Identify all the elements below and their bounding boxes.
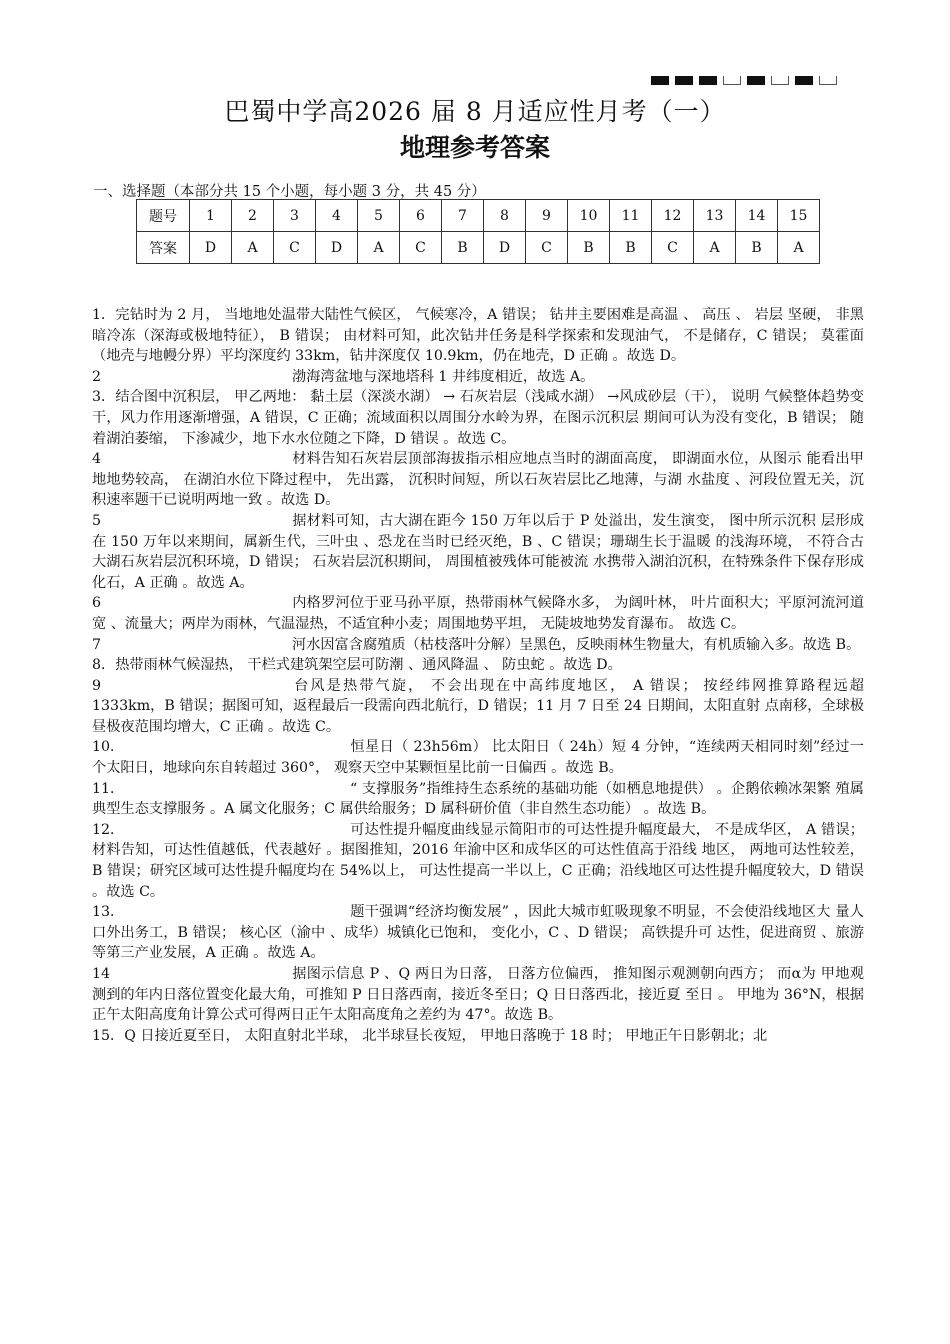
question-number-cell: 1 bbox=[190, 200, 232, 232]
item-text: “ 支撑服务”指维持生态系统的基础功能（如栖息地提供） 。企鹅依赖冰架繁 殖属典型生态支撑服务 。A 属文化服务；C 属供给服务；D 属科研价值（非自然生态功能） 。故选 B。 bbox=[92, 780, 864, 818]
list-item bbox=[92, 367, 864, 388]
question-number-cell: 15 bbox=[778, 200, 820, 232]
answer-cell: A bbox=[358, 232, 400, 264]
question-number-cell: 11 bbox=[610, 200, 652, 232]
item-number: 1． bbox=[92, 307, 116, 323]
question-number-cell: 10 bbox=[568, 200, 610, 232]
item-number: 10． bbox=[92, 739, 125, 756]
item-number: 7 bbox=[92, 636, 102, 653]
question-number-cell: 8 bbox=[484, 200, 526, 232]
list-item bbox=[92, 305, 864, 367]
list-item bbox=[92, 820, 864, 902]
list-item bbox=[92, 635, 864, 656]
item-number: 5 bbox=[92, 512, 102, 529]
list-item bbox=[92, 387, 864, 449]
question-number-cell: 14 bbox=[736, 200, 778, 232]
section-heading: 一、选择题（本部分共 15 个小题，每小题 3 分，共 45 分） bbox=[93, 184, 486, 200]
item-number: 8． bbox=[92, 657, 116, 674]
list-item bbox=[92, 449, 864, 511]
question-number-cell: 12 bbox=[652, 200, 694, 232]
answer-cell: D bbox=[190, 232, 232, 264]
item-text: 内格罗河位于亚马孙平原，热带雨林气候降水多， 为阔叶林， 叶片面积大；平原河流河道宽 、流量大；两岸为雨林，气温湿热，不适宜种小麦；周围地势平坦， 无陡坡地势发育瀑布。 故选 C。 bbox=[92, 595, 864, 632]
item-number: 4 bbox=[92, 451, 102, 468]
item-text: 可达性提升幅度曲线显示简阳市的可达性提升幅度最大， 不是成华区， A 错误；材料告知，可达性值越低，代表越好 。据图推知，2016 年渝中区和成华区的可达性值高于沿线 地区， 两地可达性较差，B 错误；研究区域可达性提升幅度均在 54%以上， 可达性提高一半以上，C 正确；沿线地区可达性提升幅度较大，D 错误 。故选 C。 bbox=[92, 821, 864, 900]
answer-cell: B bbox=[568, 232, 610, 264]
page-subtitle: 地理参考答案 bbox=[399, 133, 550, 162]
item-text: 据图示信息 P 、Q 两日为日落， 日落方位偏西， 推知图示观测朝向西方； 而α为 甲地观测到的年内日落位置变化最大角，可推知 P 日日落西南，接近冬至日；Q 日日落西北，接近夏 至日 。 甲地为 36°N，根据正午太阳高度角计算公式可得两日正午太阳高度角之差约为 47°。故选 B。 bbox=[92, 966, 864, 1024]
item-number: 14 bbox=[92, 966, 111, 982]
item-number: 3． bbox=[92, 389, 116, 406]
list-item bbox=[92, 902, 864, 964]
item-number: 2 bbox=[92, 368, 102, 385]
answer-cell: A bbox=[232, 232, 274, 264]
list-item bbox=[92, 676, 864, 738]
answer-cell: C bbox=[652, 232, 694, 264]
item-text: 完钻时为 2 月， 当地地处温带大陆性气候区， 气候寒冷，A 错误； 钻井主要困难是高温 、 高压 、 岩层 坚硬， 非黑暗冷冻（深海或极地特征）， B 错误； 由材料可知，此次钻井任务是科学探索和发现油气， 不是储存，C 错误； 莫霍面（地壳与地幔分界）平均深度约 33km，钻井深度仅 10.9km，仍在地壳，D 正确 。故选 D。 bbox=[92, 307, 864, 365]
explanations-list bbox=[92, 305, 864, 1046]
item-text: 结合图中沉积层， 甲乙两地： 黏土层（深淡水湖） → 石灰岩层（浅咸水湖） →风成砂层（干）， 说明 气候整体趋势变干，风力作用逐渐增强，A 错误，C 正确；流域面积以周围分水岭为界，在图示沉积层 期间可认为没有变化，B 错误； 随着湖泊萎缩， 下渗减少，地下水水位随之下降，D 错误 。故选 C。 bbox=[92, 389, 864, 447]
question-number-cell: 6 bbox=[400, 200, 442, 232]
answer-table bbox=[136, 199, 820, 264]
table-header-cell: 题号 bbox=[137, 200, 190, 232]
answer-cell: D bbox=[484, 232, 526, 264]
question-number-cell: 5 bbox=[358, 200, 400, 232]
item-number: 11． bbox=[92, 780, 125, 797]
list-item bbox=[92, 779, 864, 820]
item-text: 河水因富含腐殖质（枯枝落叶分解）呈黑色，反映雨林生物量大，有机质输入多。故选 B。 bbox=[292, 636, 861, 653]
answer-cell: D bbox=[316, 232, 358, 264]
barcode-mark bbox=[651, 76, 837, 85]
question-number-cell: 7 bbox=[442, 200, 484, 232]
list-item bbox=[92, 737, 864, 778]
item-number: 9 bbox=[92, 677, 102, 694]
answer-cell: C bbox=[274, 232, 316, 264]
item-text: 渤海湾盆地与深地塔科 1 井纬度相近，故选 A。 bbox=[292, 368, 595, 385]
question-number-cell: 9 bbox=[526, 200, 568, 232]
answer-cell: B bbox=[442, 232, 484, 264]
table-row-answers bbox=[137, 232, 820, 264]
item-text: 恒星日（ 23h56m） 比太阳日（ 24h）短 4 分钟，“连续两天相同时刻”经过一 个太阳日，地球向东自转超过 360°， 观察天空中某颗恒星比前一日偏西 。故选 B。 bbox=[92, 739, 864, 777]
answer-cell: A bbox=[778, 232, 820, 264]
answer-cell: B bbox=[736, 232, 778, 264]
item-number: 6 bbox=[92, 595, 102, 612]
item-text: 台风是热带气旋， 不会出现在中高纬度地区， A 错误； 按经纬网推算路程远超 1333km，B 错误；据图可知，返程最后一段需向西北航行，D 错误；11 月 7 日至 24 日期间，太阳直射 点南移，全球极昼极夜范围均增大，C 正确 。故选 C。 bbox=[92, 677, 864, 735]
answer-cell: C bbox=[526, 232, 568, 264]
table-header-cell: 答案 bbox=[137, 232, 190, 264]
item-text: 题干强调“经济均衡发展” ，因此大城市虹吸现象不明显，不会使沿线地区大 量人口外出务工，B 错误； 核心区（渝中 、成华）城镇化已饱和， 变化小，C 、D 错误； 高铁提升可 达性，促进商贸 、旅游等第三产业发展，A 正确 。故选 A。 bbox=[92, 904, 864, 962]
question-number-cell: 3 bbox=[274, 200, 316, 232]
question-number-cell: 4 bbox=[316, 200, 358, 232]
item-text: 据材料可知，古大湖在距今 150 万年以后于 P 处溢出，发生演变， 图中所示沉积 层形成在 150 万年以来期间，属新生代，三叶虫 、恐龙在当时已经灭绝，B 、C 错误；珊瑚生长于温暖 的浅海环境， 不符合古大湖石灰岩层沉积环境，D 错误； 石灰岩层沉积期间， 周围植被残体可能被流 水携带入湖泊沉积，在特殊条件下保存形成化石，A 正确 。故选 A。 bbox=[92, 512, 864, 591]
answer-cell: B bbox=[610, 232, 652, 264]
list-item bbox=[92, 511, 864, 593]
question-number-cell: 13 bbox=[694, 200, 736, 232]
answer-cell: A bbox=[694, 232, 736, 264]
answer-cell: C bbox=[400, 232, 442, 264]
page-title: 巴蜀中学高2026 届 8 月适应性月考（一） bbox=[224, 97, 726, 126]
item-text: 热带雨林气候湿热， 干栏式建筑架空层可防潮 、通风降温 、 防虫蛇 。故选 D。 bbox=[115, 657, 622, 674]
item-number: 12． bbox=[92, 821, 125, 838]
item-text: Q 日接近夏至日， 太阳直射北半球， 北半球昼长夜短， 甲地日落晚于 18 时； 甲地正午日影朝北；北 bbox=[124, 1027, 768, 1044]
list-item bbox=[92, 1026, 864, 1047]
item-text: 材料告知石灰岩层顶部海拔指示相应地点当时的湖面高度， 即湖面水位，从图示 能看出甲地地势较高， 在湖泊水位下降过程中， 先出露， 沉积时间短，所以石灰岩层比乙地薄，与湖 水盐度 、河段位置无关，沉积速率题干已说明两地一致 。故选 D。 bbox=[92, 451, 864, 509]
list-item bbox=[92, 655, 864, 676]
list-item bbox=[92, 593, 864, 634]
item-number: 15． bbox=[92, 1027, 125, 1044]
table-row-numbers bbox=[137, 200, 820, 232]
list-item bbox=[92, 964, 864, 1026]
item-number: 13． bbox=[92, 904, 125, 921]
question-number-cell: 2 bbox=[232, 200, 274, 232]
